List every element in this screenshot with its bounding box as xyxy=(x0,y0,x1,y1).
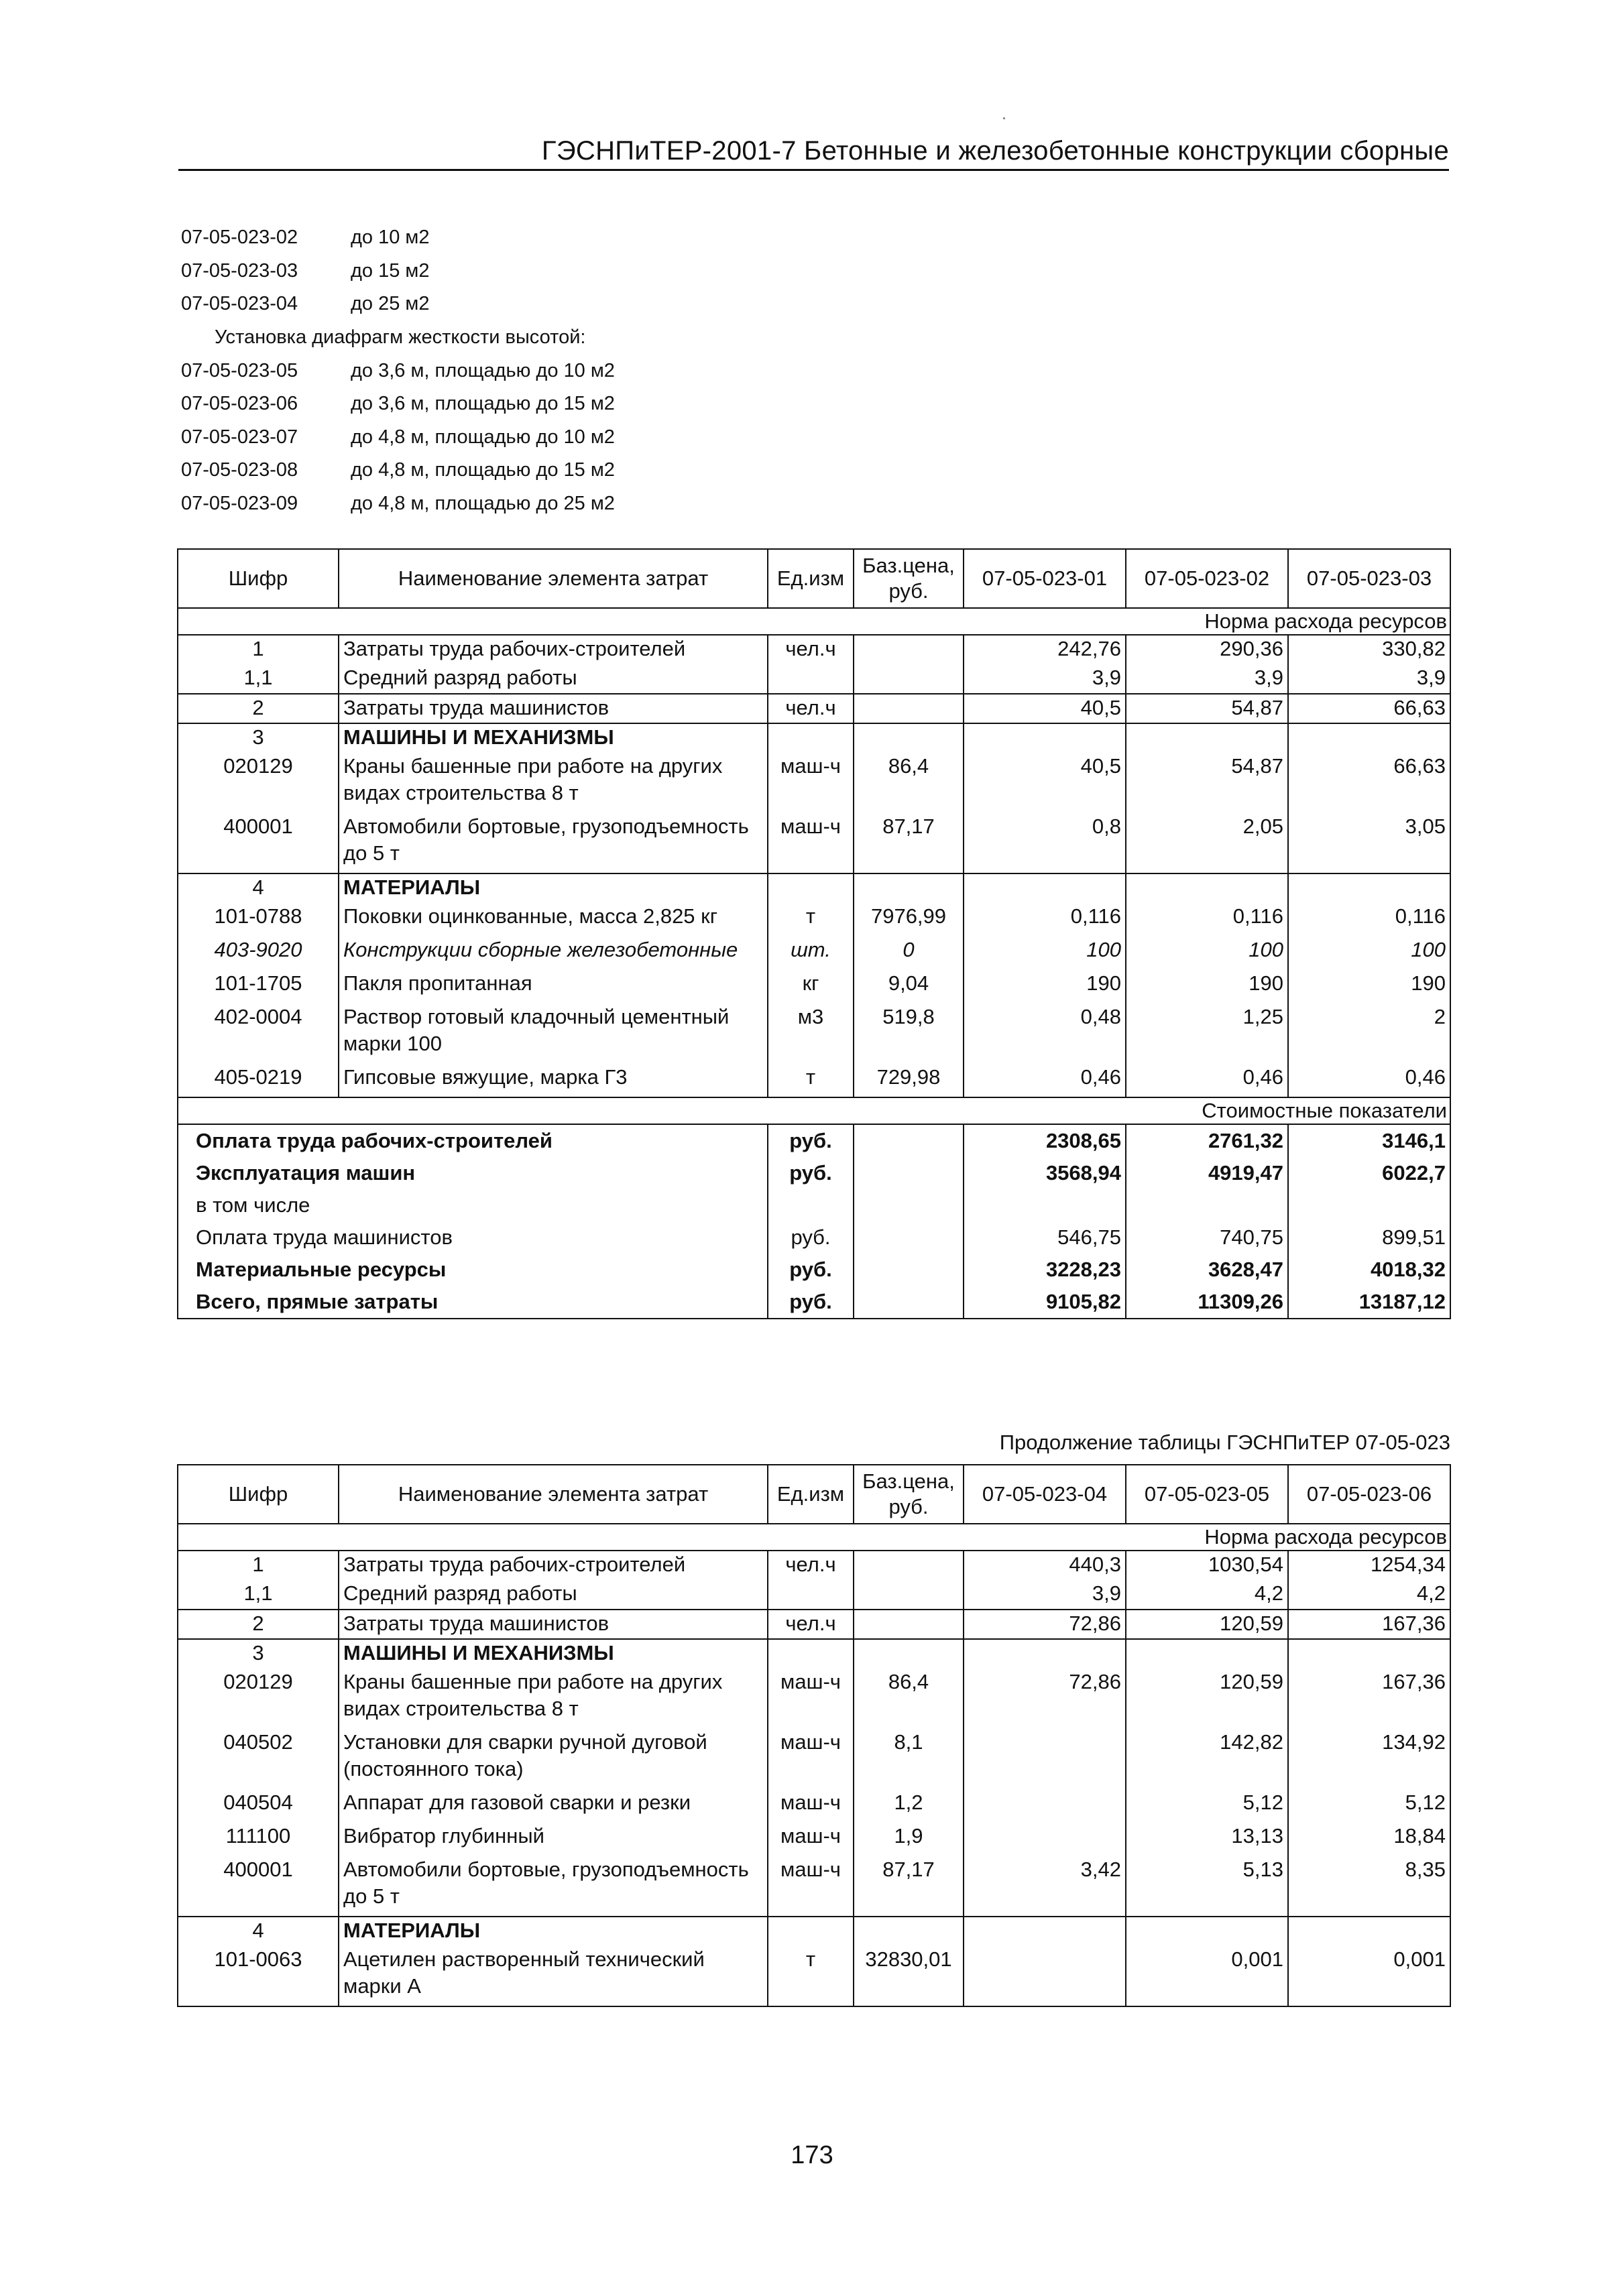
total-row xyxy=(178,1189,1450,1221)
total-row xyxy=(178,1124,1450,1157)
rate-description: до 3,6 м, площадью до 15 м2 xyxy=(351,393,615,415)
row-unit: кг xyxy=(768,970,854,1004)
total-row xyxy=(178,1157,1450,1189)
empty-cell xyxy=(854,873,964,903)
row-code: 3 xyxy=(178,1639,339,1669)
page-header xyxy=(178,131,1449,171)
empty-cell xyxy=(1126,873,1288,903)
row-name: Затраты труда рабочих-строителей xyxy=(339,635,768,664)
col-header-rate-code: 07-05-023-05 xyxy=(1126,1465,1288,1524)
rate-code: 07-05-023-02 xyxy=(181,227,298,249)
empty-cell xyxy=(1126,723,1288,753)
row-price xyxy=(854,664,964,694)
row-value: 190 xyxy=(1288,970,1450,1004)
row-value: 142,82 xyxy=(1126,1729,1288,1789)
resource-table-1 xyxy=(177,548,1451,1319)
continuation-title: Продолжение таблицы ГЭСНПиТЕР 07-05-023 xyxy=(999,1431,1450,1454)
norm-label-row xyxy=(178,608,1450,635)
row-value: 0,48 xyxy=(964,1004,1126,1064)
row-name: Автомобили бортовые, грузоподъемность до 5 т xyxy=(339,1856,768,1917)
code-list-heading: Установка диафрагм жесткости высотой: xyxy=(215,326,586,349)
row-code: 4 xyxy=(178,873,339,903)
empty-cell xyxy=(768,873,854,903)
row-code: 101-1705 xyxy=(178,970,339,1004)
page-number: 173 xyxy=(791,2141,833,2169)
total-price xyxy=(854,1254,964,1286)
row-price: 519,8 xyxy=(854,1004,964,1064)
total-row xyxy=(178,1221,1450,1254)
total-value xyxy=(964,1189,1126,1221)
total-value: 546,75 xyxy=(964,1221,1126,1254)
row-name: Средний разряд работы xyxy=(339,664,768,694)
total-price xyxy=(854,1124,964,1157)
total-value: 2761,32 xyxy=(1126,1124,1288,1157)
row-name: Установки для сварки ручной дуговой (постоянного тока) xyxy=(339,1729,768,1789)
total-price xyxy=(854,1221,964,1254)
total-value: 4018,32 xyxy=(1288,1254,1450,1286)
rate-code: 07-05-023-06 xyxy=(181,393,298,415)
row-value: 0,001 xyxy=(1126,1946,1288,2006)
row-code: 040504 xyxy=(178,1789,339,1823)
total-value: 13187,12 xyxy=(1288,1286,1450,1319)
total-price xyxy=(854,1189,964,1221)
total-value: 11309,26 xyxy=(1126,1286,1288,1319)
rate-code: 07-05-023-09 xyxy=(181,493,298,515)
resource-row xyxy=(178,1856,1450,1917)
row-name: Поковки оцинкованные, масса 2,825 кг xyxy=(339,903,768,936)
row-value: 0,46 xyxy=(964,1064,1126,1097)
col-header-rate-code: 07-05-023-03 xyxy=(1288,549,1450,608)
total-label: Оплата труда машинистов xyxy=(178,1221,768,1254)
row-value: 18,84 xyxy=(1288,1823,1450,1856)
table-header-row xyxy=(178,1465,1450,1524)
section-title: МАШИНЫ И МЕХАНИЗМЫ xyxy=(339,723,768,753)
row-value: 13,13 xyxy=(1126,1823,1288,1856)
total-price xyxy=(854,1286,964,1319)
row-unit: чел.ч xyxy=(768,635,854,664)
row-price: 86,4 xyxy=(854,1669,964,1729)
rate-code: 07-05-023-05 xyxy=(181,359,298,381)
row-value: 4,2 xyxy=(1288,1580,1450,1610)
col-header-code: Шифр xyxy=(178,549,339,608)
row-value: 0,116 xyxy=(1288,903,1450,936)
section-title: МАШИНЫ И МЕХАНИЗМЫ xyxy=(339,1639,768,1669)
total-label: Оплата труда рабочих-строителей xyxy=(178,1124,768,1157)
row-unit: т xyxy=(768,1946,854,2006)
row-name: Пакля пропитанная xyxy=(339,970,768,1004)
col-header-unit: Ед.изм xyxy=(768,549,854,608)
row-code: 101-0788 xyxy=(178,903,339,936)
col-header-name: Наименование элемента затрат xyxy=(339,1465,768,1524)
resource-row xyxy=(178,1669,1450,1729)
row-value: 242,76 xyxy=(964,635,1126,664)
row-unit: т xyxy=(768,1064,854,1097)
code-list-item xyxy=(181,421,785,455)
empty-cell xyxy=(768,1917,854,1946)
row-value: 1,25 xyxy=(1126,1004,1288,1064)
empty-cell xyxy=(964,723,1126,753)
row-name: Ацетилен растворенный технический марки А xyxy=(339,1946,768,2006)
empty-cell xyxy=(1288,1639,1450,1669)
section-title: МАТЕРИАЛЫ xyxy=(339,873,768,903)
total-row xyxy=(178,1254,1450,1286)
row-value: 72,86 xyxy=(964,1669,1126,1729)
row-value: 8,35 xyxy=(1288,1856,1450,1917)
total-value: 3146,1 xyxy=(1288,1124,1450,1157)
row-code: 1 xyxy=(178,635,339,664)
row-value: 0,116 xyxy=(1126,903,1288,936)
empty-cell xyxy=(1288,723,1450,753)
row-name: Гипсовые вяжущие, марка Г3 xyxy=(339,1064,768,1097)
row-value: 330,82 xyxy=(1288,635,1450,664)
row-value: 40,5 xyxy=(964,694,1126,723)
norm-label: Норма расхода ресурсов xyxy=(178,1524,1450,1551)
row-value: 167,36 xyxy=(1288,1669,1450,1729)
section-row xyxy=(178,873,1450,903)
row-name: Конструкции сборные железобетонные xyxy=(339,936,768,970)
row-value: 0,46 xyxy=(1288,1064,1450,1097)
row-unit: чел.ч xyxy=(768,694,854,723)
resource-row xyxy=(178,635,1450,664)
resource-row xyxy=(178,813,1450,873)
total-value: 9105,82 xyxy=(964,1286,1126,1319)
row-price: 729,98 xyxy=(854,1064,964,1097)
row-value: 4,2 xyxy=(1126,1580,1288,1610)
row-code: 3 xyxy=(178,723,339,753)
row-price xyxy=(854,694,964,723)
row-value: 0,46 xyxy=(1126,1064,1288,1097)
row-code: 020129 xyxy=(178,753,339,813)
col-header-name: Наименование элемента затрат xyxy=(339,549,768,608)
rate-code: 07-05-023-04 xyxy=(181,293,298,315)
rate-code-list xyxy=(181,221,785,520)
total-value xyxy=(1126,1189,1288,1221)
row-code: 1 xyxy=(178,1551,339,1580)
col-header-price: Баз.цена, руб. xyxy=(854,1465,964,1524)
row-price: 1,9 xyxy=(854,1823,964,1856)
row-code: 405-0219 xyxy=(178,1064,339,1097)
rate-description: до 3,6 м, площадью до 10 м2 xyxy=(351,359,615,381)
cost-label: Стоимостные показатели xyxy=(178,1097,1450,1124)
resource-row xyxy=(178,664,1450,694)
resource-row xyxy=(178,1551,1450,1580)
row-name: Краны башенные при работе на других видах строительства 8 т xyxy=(339,753,768,813)
total-unit xyxy=(768,1189,854,1221)
section-row xyxy=(178,1917,1450,1946)
norm-label: Норма расхода ресурсов xyxy=(178,608,1450,635)
row-name: Средний разряд работы xyxy=(339,1580,768,1610)
row-value: 167,36 xyxy=(1288,1610,1450,1639)
row-value xyxy=(964,1789,1126,1823)
row-unit: шт. xyxy=(768,936,854,970)
row-value: 1030,54 xyxy=(1126,1551,1288,1580)
row-price: 0 xyxy=(854,936,964,970)
resource-row xyxy=(178,1729,1450,1789)
row-code: 2 xyxy=(178,1610,339,1639)
resource-row xyxy=(178,753,1450,813)
total-value: 4919,47 xyxy=(1126,1157,1288,1189)
empty-cell xyxy=(1126,1917,1288,1946)
total-label: в том числе xyxy=(178,1189,768,1221)
row-value: 3,9 xyxy=(964,664,1126,694)
row-value xyxy=(964,1729,1126,1789)
total-label: Материальные ресурсы xyxy=(178,1254,768,1286)
empty-cell xyxy=(1126,1639,1288,1669)
code-list-item xyxy=(181,354,785,387)
row-price: 87,17 xyxy=(854,813,964,873)
row-unit: маш-ч xyxy=(768,753,854,813)
row-code: 4 xyxy=(178,1917,339,1946)
row-value: 5,12 xyxy=(1288,1789,1450,1823)
total-label: Всего, прямые затраты xyxy=(178,1286,768,1319)
row-value: 2 xyxy=(1288,1004,1450,1064)
resource-row xyxy=(178,970,1450,1004)
row-value: 40,5 xyxy=(964,753,1126,813)
rate-description: до 15 м2 xyxy=(351,259,430,282)
empty-cell xyxy=(768,723,854,753)
row-name: Автомобили бортовые, грузоподъемность до 5 т xyxy=(339,813,768,873)
row-price: 7976,99 xyxy=(854,903,964,936)
row-unit: маш-ч xyxy=(768,1823,854,1856)
empty-cell xyxy=(964,873,1126,903)
row-value: 190 xyxy=(964,970,1126,1004)
total-value: 3628,47 xyxy=(1126,1254,1288,1286)
row-value: 440,3 xyxy=(964,1551,1126,1580)
total-value xyxy=(1288,1189,1450,1221)
total-value: 740,75 xyxy=(1126,1221,1288,1254)
row-code: 2 xyxy=(178,694,339,723)
row-value: 3,9 xyxy=(964,1580,1126,1610)
row-price: 1,2 xyxy=(854,1789,964,1823)
rate-description: до 4,8 м, площадью до 15 м2 xyxy=(351,459,615,481)
row-name: Краны башенные при работе на других видах строительства 8 т xyxy=(339,1669,768,1729)
row-value: 0,8 xyxy=(964,813,1126,873)
row-value: 190 xyxy=(1126,970,1288,1004)
header-title: ГЭСНПиТЕР-2001-7 Бетонные и железобетонные конструкции сборные xyxy=(541,136,1449,166)
total-value: 6022,7 xyxy=(1288,1157,1450,1189)
code-list-item xyxy=(181,487,785,521)
row-value: 66,63 xyxy=(1288,694,1450,723)
row-price xyxy=(854,1610,964,1639)
resource-row xyxy=(178,1946,1450,2006)
row-code: 111100 xyxy=(178,1823,339,1856)
total-row xyxy=(178,1286,1450,1319)
row-unit xyxy=(768,1580,854,1610)
row-value: 0,001 xyxy=(1288,1946,1450,2006)
row-value: 3,42 xyxy=(964,1856,1126,1917)
row-code: 402-0004 xyxy=(178,1004,339,1064)
row-name: Аппарат для газовой сварки и резки xyxy=(339,1789,768,1823)
row-value: 100 xyxy=(964,936,1126,970)
empty-cell xyxy=(1288,873,1450,903)
row-value xyxy=(964,1823,1126,1856)
resource-row xyxy=(178,903,1450,936)
row-unit: маш-ч xyxy=(768,1729,854,1789)
row-unit: чел.ч xyxy=(768,1610,854,1639)
row-value: 2,05 xyxy=(1126,813,1288,873)
row-unit: маш-ч xyxy=(768,1856,854,1917)
rate-code: 07-05-023-03 xyxy=(181,259,298,282)
total-value: 3228,23 xyxy=(964,1254,1126,1286)
row-value: 120,59 xyxy=(1126,1669,1288,1729)
row-unit: т xyxy=(768,903,854,936)
row-unit: маш-ч xyxy=(768,1669,854,1729)
total-unit: руб. xyxy=(768,1221,854,1254)
row-value: 72,86 xyxy=(964,1610,1126,1639)
total-value: 899,51 xyxy=(1288,1221,1450,1254)
empty-cell xyxy=(964,1639,1126,1669)
total-value: 3568,94 xyxy=(964,1157,1126,1189)
col-header-rate-code: 07-05-023-06 xyxy=(1288,1465,1450,1524)
row-name: Раствор готовый кладочный цементный марки 100 xyxy=(339,1004,768,1064)
row-code: 1,1 xyxy=(178,1580,339,1610)
row-price: 87,17 xyxy=(854,1856,964,1917)
col-header-rate-code: 07-05-023-04 xyxy=(964,1465,1126,1524)
col-header-code: Шифр xyxy=(178,1465,339,1524)
row-value: 120,59 xyxy=(1126,1610,1288,1639)
empty-cell xyxy=(964,1917,1126,1946)
table-header-row xyxy=(178,549,1450,608)
row-unit: маш-ч xyxy=(768,1789,854,1823)
row-unit: маш-ч xyxy=(768,813,854,873)
resource-row xyxy=(178,1580,1450,1610)
total-unit: руб. xyxy=(768,1157,854,1189)
row-value: 290,36 xyxy=(1126,635,1288,664)
total-unit: руб. xyxy=(768,1254,854,1286)
row-value xyxy=(964,1946,1126,2006)
row-code: 403-9020 xyxy=(178,936,339,970)
total-price xyxy=(854,1157,964,1189)
col-header-price: Баз.цена, руб. xyxy=(854,549,964,608)
row-value: 5,12 xyxy=(1126,1789,1288,1823)
resource-row xyxy=(178,1823,1450,1856)
row-value: 3,9 xyxy=(1288,664,1450,694)
row-value: 66,63 xyxy=(1288,753,1450,813)
row-price xyxy=(854,1580,964,1610)
col-header-rate-code: 07-05-023-02 xyxy=(1126,549,1288,608)
total-unit: руб. xyxy=(768,1124,854,1157)
code-list-item xyxy=(181,221,785,255)
row-unit: чел.ч xyxy=(768,1551,854,1580)
row-code: 101-0063 xyxy=(178,1946,339,2006)
code-list-item xyxy=(181,454,785,487)
row-value: 134,92 xyxy=(1288,1729,1450,1789)
resource-row xyxy=(178,1064,1450,1097)
section-row xyxy=(178,723,1450,753)
section-title: МАТЕРИАЛЫ xyxy=(339,1917,768,1946)
resource-row xyxy=(178,1789,1450,1823)
rate-description: до 10 м2 xyxy=(351,227,430,249)
col-header-unit: Ед.изм xyxy=(768,1465,854,1524)
row-code: 400001 xyxy=(178,813,339,873)
rate-code: 07-05-023-08 xyxy=(181,459,298,481)
row-value: 54,87 xyxy=(1126,753,1288,813)
row-unit: м3 xyxy=(768,1004,854,1064)
row-price xyxy=(854,1551,964,1580)
rate-description: до 25 м2 xyxy=(351,293,430,315)
resource-row xyxy=(178,1610,1450,1639)
cost-label-row xyxy=(178,1097,1450,1124)
row-code: 1,1 xyxy=(178,664,339,694)
row-name: Затраты труда рабочих-строителей xyxy=(339,1551,768,1580)
section-row xyxy=(178,1639,1450,1669)
total-label: Эксплуатация машин xyxy=(178,1157,768,1189)
col-header-rate-code: 07-05-023-01 xyxy=(964,549,1126,608)
code-list-item xyxy=(181,255,785,288)
empty-cell xyxy=(1288,1917,1450,1946)
total-value: 2308,65 xyxy=(964,1124,1126,1157)
row-value: 54,87 xyxy=(1126,694,1288,723)
resource-row xyxy=(178,694,1450,723)
row-name: Затраты труда машинистов xyxy=(339,1610,768,1639)
total-unit: руб. xyxy=(768,1286,854,1319)
norm-label-row xyxy=(178,1524,1450,1551)
row-price: 9,04 xyxy=(854,970,964,1004)
row-price: 32830,01 xyxy=(854,1946,964,2006)
row-price: 86,4 xyxy=(854,753,964,813)
row-price: 8,1 xyxy=(854,1729,964,1789)
row-value: 3,9 xyxy=(1126,664,1288,694)
row-value: 3,05 xyxy=(1288,813,1450,873)
rate-description: до 4,8 м, площадью до 10 м2 xyxy=(351,426,615,448)
row-unit xyxy=(768,664,854,694)
empty-cell xyxy=(768,1639,854,1669)
row-code: 040502 xyxy=(178,1729,339,1789)
rate-code: 07-05-023-07 xyxy=(181,426,298,448)
row-name: Затраты труда машинистов xyxy=(339,694,768,723)
code-list-item xyxy=(181,288,785,321)
resource-table-2 xyxy=(177,1464,1451,2007)
row-value: 100 xyxy=(1126,936,1288,970)
resource-row xyxy=(178,936,1450,970)
row-value: 1254,34 xyxy=(1288,1551,1450,1580)
empty-cell xyxy=(854,723,964,753)
scan-speck xyxy=(1003,117,1005,119)
code-list-item xyxy=(181,387,785,421)
empty-cell xyxy=(854,1917,964,1946)
row-price xyxy=(854,635,964,664)
row-value: 0,116 xyxy=(964,903,1126,936)
row-name: Вибратор глубинный xyxy=(339,1823,768,1856)
row-code: 400001 xyxy=(178,1856,339,1917)
row-value: 100 xyxy=(1288,936,1450,970)
rate-description: до 4,8 м, площадью до 25 м2 xyxy=(351,493,615,515)
row-value: 5,13 xyxy=(1126,1856,1288,1917)
empty-cell xyxy=(854,1639,964,1669)
resource-row xyxy=(178,1004,1450,1064)
row-code: 020129 xyxy=(178,1669,339,1729)
